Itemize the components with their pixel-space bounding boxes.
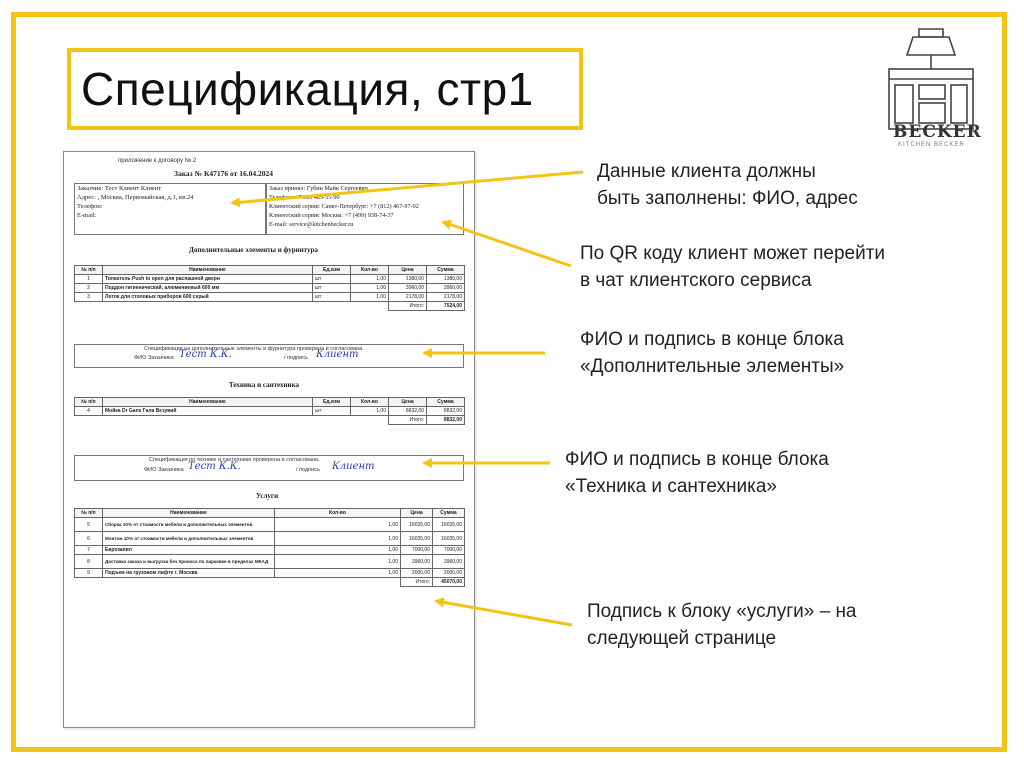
cell: Монтаж 10% от стоимости мебели и дополнительных элементов [103, 532, 275, 546]
col-header: Наименование [103, 509, 275, 518]
col-header: № п/п [75, 266, 103, 275]
section2-fio-signature: Тест К.К. [188, 461, 241, 472]
annotation-line: ФИО и подпись в конце блока [565, 449, 829, 470]
cell: 16035,00 [433, 518, 465, 532]
cell: шт [313, 293, 351, 302]
cell: Лоток для столовых приборов 600 серый [103, 293, 313, 302]
section1-sign-label: / подпись [284, 355, 308, 361]
cell: 16035,00 [401, 518, 433, 532]
annotation-line: следующей странице [587, 628, 777, 649]
total-label: Итого: [401, 578, 433, 587]
cell: шт [313, 284, 351, 293]
section2-sign-label: / подпись [296, 467, 320, 473]
annotation-line: ФИО и подпись в конце блока [580, 329, 844, 350]
col-header: Сумма [427, 266, 465, 275]
total-value: 8832,00 [427, 416, 465, 425]
company-phone: Телефон: +7 985 485-55-90 [269, 194, 340, 201]
section1-fio-label: ФИО Заказчика [134, 355, 174, 361]
cell: шт [313, 407, 351, 416]
section2-signature: Клиент [332, 461, 375, 472]
cell: 2178,00 [427, 293, 465, 302]
client-address: Адрес: , Москва, Первомайская, д.1, кв.24 [77, 194, 194, 201]
cell: 16035,00 [401, 532, 433, 546]
arrow-client-data [232, 172, 583, 203]
cell: 1380,00 [389, 275, 427, 284]
col-header: Цена [389, 266, 427, 275]
section1-fio-signature: Тест К.К. [179, 349, 232, 360]
col-header: Кол-во [275, 509, 401, 518]
cell: 1,00 [275, 546, 401, 555]
company-service-spb: Клиентский сервис Санкт-Петербург: +7 (812) 467-97-92 [269, 203, 419, 210]
cell: 7000,00 [401, 546, 433, 555]
col-header: Ед.изм [313, 266, 351, 275]
col-header: Наименование [103, 266, 313, 275]
cell: 3 [75, 293, 103, 302]
annotation-line: «Техника и сантехника» [565, 476, 777, 497]
cell: 1,00 [275, 518, 401, 532]
section1-confirm-text: Спецификация на дополнительные элементы и фурнитура проверена и согласована. [144, 346, 364, 352]
cell: 2 [75, 284, 103, 293]
annotation-line: в чат клиентского сервиса [580, 270, 812, 291]
cell: 6 [75, 532, 103, 546]
cell: 8832,00 [389, 407, 427, 416]
col-header: Кол-во [351, 398, 389, 407]
annotation-line: быть заполнены: ФИО, адрес [597, 188, 858, 209]
client-phone: Телефон: [77, 203, 103, 210]
col-header: Наименование [103, 398, 313, 407]
logo-subtext: KITCHEN BECKER [898, 142, 965, 148]
cell: 3960,00 [427, 284, 465, 293]
cell: 1,00 [275, 532, 401, 546]
cell: 3960,00 [433, 555, 465, 569]
cell: шт [313, 275, 351, 284]
cell: 4 [75, 407, 103, 416]
cell: 1,00 [275, 555, 401, 569]
order-title: Заказ № К47176 от 16.04.2024 [174, 169, 273, 178]
col-header: Сумма [427, 398, 465, 407]
cell: 1,00 [351, 407, 389, 416]
cell: Еврозапил [103, 546, 275, 555]
section1-signature: Клиент [316, 349, 359, 360]
cell: 1,00 [351, 284, 389, 293]
cell: 1,00 [351, 293, 389, 302]
section2-title: Техника и сантехника [229, 381, 300, 389]
cell: 2178,00 [389, 293, 427, 302]
section2-confirm-text: Спецификация по технике и сантехнике проверена и согласована. [149, 457, 320, 463]
col-header: Сумма [433, 509, 465, 518]
client-customer: Заказчик: Тест Клиент Клиент [77, 185, 162, 192]
cell: Толкатель Push to open для распашной двери [103, 275, 313, 284]
total-label: Итого: [389, 416, 427, 425]
cell: 2000,00 [401, 569, 433, 578]
cell: 7 [75, 546, 103, 555]
cell: 1,00 [275, 569, 401, 578]
section2-fio-label: ФИО Заказчика [144, 467, 184, 473]
cell: 5 [75, 518, 103, 532]
col-header: Цена [389, 398, 427, 407]
logo-text: BECKER [893, 122, 982, 142]
cell: Мойка Dr Gans Гала Везувий [103, 407, 313, 416]
company-service-msk: Клиентский сервис Москва: +7 (499) 938-74-37 [269, 212, 394, 219]
col-header: Кол-во [351, 266, 389, 275]
company-order-accepted: Заказ принял: Губин Майк Сергеевич [269, 185, 368, 192]
cell: 8 [75, 555, 103, 569]
company-email: E-mail: service@kitchenbecker.ru [269, 221, 354, 228]
slide-title: Спецификация, стр1 [81, 63, 534, 115]
total-label: Итого: [389, 302, 427, 311]
cell: Сборка 10% от стоимости мебели и дополнительных элементов [103, 518, 275, 532]
cell: 1 [75, 275, 103, 284]
annotation-line: Подпись к блоку «услуги» – на [587, 601, 857, 622]
cell: 8832,00 [427, 407, 465, 416]
cell: 2000,00 [433, 569, 465, 578]
cell: 1,00 [351, 275, 389, 284]
col-header: № п/п [75, 509, 103, 518]
total-value: 7524,00 [427, 302, 465, 311]
arrow-qr-code [443, 222, 571, 266]
cell: 3960,00 [389, 284, 427, 293]
cell: 7000,00 [433, 546, 465, 555]
cell: 16035,00 [433, 532, 465, 546]
annotation-line: По QR коду клиент может перейти [580, 243, 886, 264]
section1-title: Дополнительные элементы и фурнитура [189, 246, 318, 254]
annotation-line: Данные клиента должны [597, 161, 816, 182]
section3-title: Услуги [256, 492, 279, 500]
cell: 3960,00 [401, 555, 433, 569]
cell: Доставка заказа и выгрузка без проноса по парковке в пределах МКАД [103, 555, 275, 569]
cell: Подъем на грузовом лифте г. Москва [103, 569, 275, 578]
col-header: № п/п [75, 398, 103, 407]
arrow-services [436, 601, 572, 625]
appendix-text: приложение к договору № 2 [118, 158, 197, 164]
col-header: Цена [401, 509, 433, 518]
annotation-line: «Дополнительные элементы» [580, 356, 845, 377]
cell: Поддон гигиенический, алюминиевый 600 мм [103, 284, 313, 293]
client-email: E-mail: [77, 212, 97, 219]
total-value: 45070,00 [433, 578, 465, 587]
cell: 1380,00 [427, 275, 465, 284]
col-header: Ед.изм [313, 398, 351, 407]
cell: 9 [75, 569, 103, 578]
